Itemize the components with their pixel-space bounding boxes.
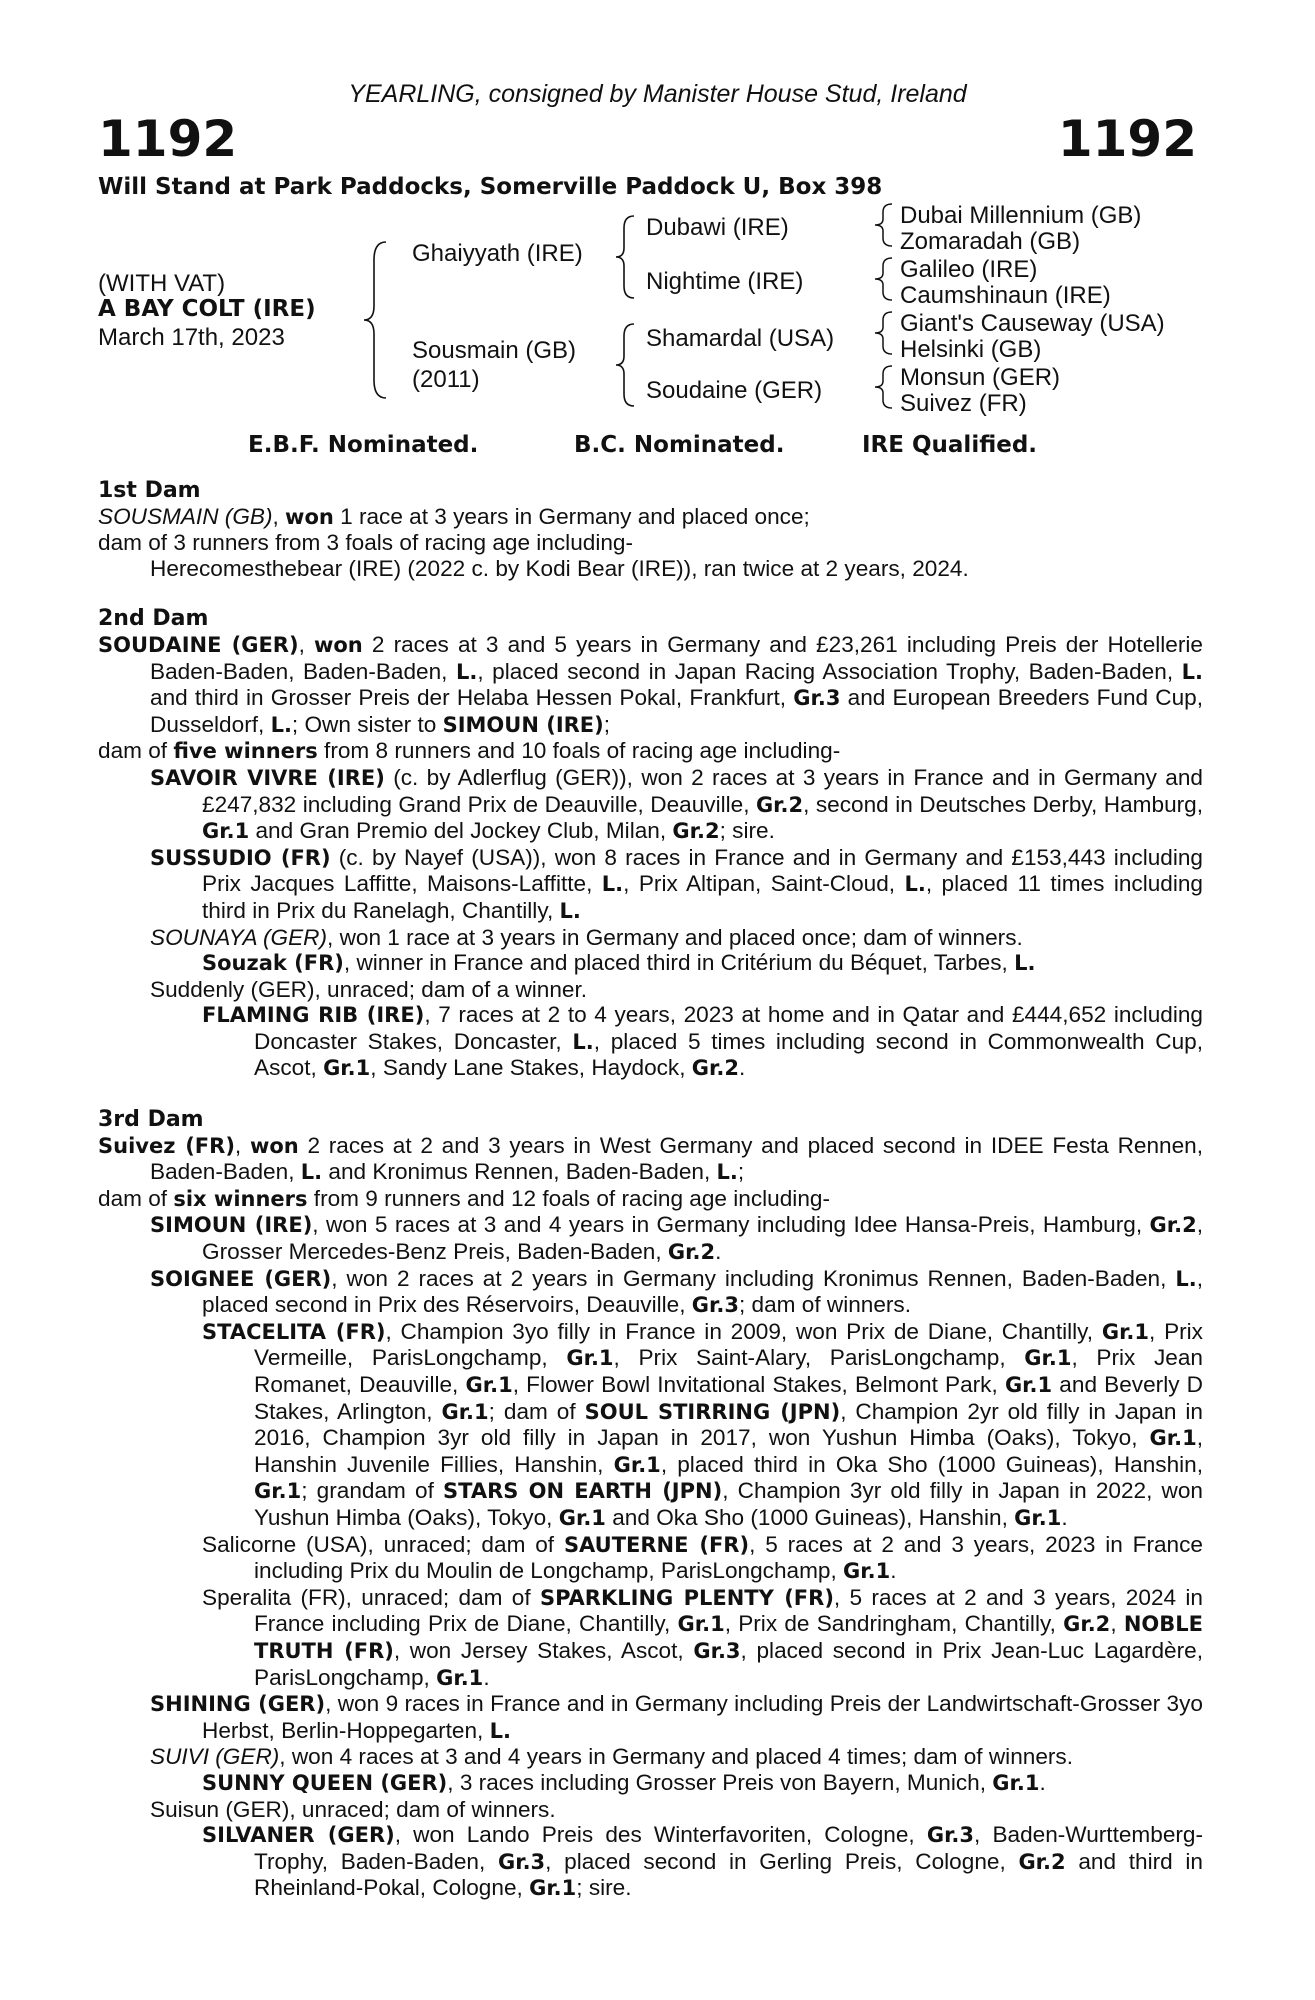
- grandfoal-silvaner: SILVANER (GER), won Lando Preis des Winterfavoriten, Cologne, Gr.3, Baden-Wurttemberg-Trophy, Baden-Baden, Gr.3, placed second in Gerling Preis, Cologne, Gr.2 and third in Rheinland-Pokal, Cologne, Gr.1; sire.: [202, 1822, 1203, 1901]
- stand-location: Will Stand at Park Paddocks, Somerville Paddock U, Box 398: [98, 174, 883, 200]
- third-dam-produce: dam of six winners from 9 runners and 12 foals of racing age including-: [98, 1185, 830, 1211]
- first-dam-foal: Herecomesthebear (IRE) (2022 c. by Kodi Bear (IRE)), ran twice at 2 years, 2024.: [150, 555, 969, 581]
- brace-sd: [872, 256, 896, 302]
- race-record: [98, 478, 1203, 1902]
- foal-sussudio: SUSSUDIO (FR) (c. by Nayef (USA)), won 8 races in France and in Germany and £153,443 including Prix Jacques Laffitte, Maisons-Laffitte, L., Prix Altipan, Saint-Cloud, L., placed 11 times including third in Prix du Ranelagh, Chantilly, L.: [150, 844, 1203, 923]
- foal-savoir-vivre: SAVOIR VIVRE (IRE) (c. by Adlerflug (GER)), won 2 races at 3 years in France and in Germany and £247,832 including Grand Prix de Deauville, Deauville, Gr.2, second in Deutsches Derby, Hamburg, Gr.1 and Gran Premio del Jockey Club, Milan, Gr.2; sire.: [150, 764, 1203, 844]
- sire-dam: Nightime (IRE): [646, 268, 804, 295]
- sire-dam-sire: Galileo (IRE): [900, 256, 1038, 283]
- dam-sire: Shamardal (USA): [646, 325, 835, 352]
- horse-name: A BAY COLT (IRE): [98, 296, 316, 322]
- grandfoal-souzak: Souzak (FR), winner in France and placed third in Critérium du Béquet, Tarbes, L.: [202, 950, 1036, 976]
- sire-sire: Dubawi (IRE): [646, 214, 789, 241]
- grandfoal-stacelita: STACELITA (FR), Champion 3yo filly in France in 2009, won Prix de Diane, Chantilly, Gr.1, Prix Vermeille, ParisLongchamp, Gr.1, Prix Saint-Alary, ParisLongchamp, Gr.1, Prix Jean Romanet, Deauville, Gr.1, Flower Bowl Invitational Stakes, Belmont Park, Gr.1 and Beverly D Stakes, Arlington, Gr.1; dam of SOUL STIRRING (JPN), Champion 2yr old filly in Japan in 2016, Champion 3yr old filly in Japan in 2017, won Yushun Himba (Oaks), Tokyo, Gr.1, Hanshin Juvenile Fillies, Hanshin, Gr.1, placed third in Oka Sho (1000 Guineas), Hanshin, Gr.1; grandam of STARS ON EARTH (JPN), Champion 3yr old filly in Japan in 2022, won Yushun Himba (Oaks), Tokyo, Gr.1 and Oka Sho (1000 Guineas), Hanshin, Gr.1.: [202, 1318, 1204, 1530]
- brace-ss: [872, 202, 896, 248]
- first-dam-record: SOUSMAIN (GB), won 1 race at 3 years in Germany and placed once;: [98, 503, 810, 529]
- dam-dam: Soudaine (GER): [646, 377, 823, 404]
- foal-simoun: SIMOUN (IRE), won 5 races at 3 and 4 years in Germany including Idee Hansa-Preis, Hamburg, Gr.2, Grosser Mercedes-Benz Preis, Baden-Baden, Gr.2.: [150, 1212, 1203, 1265]
- grandfoal-salicorne: Salicorne (USA), unraced; dam of SAUTERNE (FR), 5 races at 2 and 3 years, 2023 in France including Prix du Moulin de Longchamp, ParisLongchamp, Gr.1.: [202, 1531, 1203, 1584]
- foal-soignee: SOIGNEE (GER), won 2 races at 2 years in Germany including Kronimus Rennen, Baden-Baden, L., placed second in Prix des Réservoirs, Deauville, Gr.3; dam of winners.: [150, 1265, 1203, 1318]
- foal-suivi: SUIVI (GER), won 4 races at 3 and 4 years in Germany and placed 4 times; dam of winners.: [150, 1744, 1073, 1770]
- dam-sire-dam: Helsinki (GB): [900, 336, 1042, 363]
- brace-sire: [612, 214, 638, 300]
- brace-horse: [360, 240, 390, 400]
- vat-label: (WITH VAT): [98, 270, 226, 297]
- foal-suisun: Suisun (GER), unraced; dam of winners.: [150, 1796, 556, 1822]
- foal-shining: SHINING (GER), won 9 races in France and in Germany including Preis der Landwirtschaft-Grosser 3yo Herbst, Berlin-Hoppegarten, L.: [150, 1691, 1203, 1743]
- second-dam-produce: dam of five winners from 8 runners and 10 foals of racing age including-: [98, 738, 841, 764]
- dam-dam-dam: Suivez (FR): [900, 390, 1027, 417]
- consignment-line: YEARLING, consigned by Manister House Stud, Ireland: [348, 80, 967, 108]
- brace-ds: [872, 310, 896, 356]
- grandfoal-flaming-rib: FLAMING RIB (IRE), 7 races at 2 to 4 years, 2023 at home and in Qatar and £444,652 including Doncaster Stakes, Doncaster, L., placed 5 times including second in Commonwealth Cup, Ascot, Gr.1, Sandy Lane Stakes, Haydock, Gr.2.: [202, 1002, 1204, 1081]
- grandfoal-speralita: Speralita (FR), unraced; dam of SPARKLING PLENTY (FR), 5 races at 2 and 3 years, 2024 in France including Prix de Diane, Chantilly, Gr.1, Prix de Sandringham, Chantilly, Gr.2, NOBLE TRUTH (FR), won Jersey Stakes, Ascot, Gr.3, placed second in Prix Jean-Luc Lagardère, ParisLongchamp, Gr.1.: [202, 1584, 1203, 1690]
- dam-dam-sire: Monsun (GER): [900, 364, 1061, 391]
- bc-nominated: B.C. Nominated.: [574, 432, 785, 458]
- dam: Sousmain (GB): [412, 337, 577, 364]
- dam-year: (2011): [412, 366, 480, 393]
- first-dam-heading: 1st Dam: [98, 478, 201, 503]
- first-dam-produce: dam of 3 runners from 3 foals of racing age including-: [98, 530, 634, 556]
- foaling-date: March 17th, 2023: [98, 324, 285, 351]
- sire-sire-dam: Zomaradah (GB): [900, 228, 1081, 255]
- ire-qualified: IRE Qualified.: [862, 432, 1038, 458]
- ebf-nominated: E.B.F. Nominated.: [248, 432, 479, 458]
- brace-dam: [612, 322, 638, 408]
- second-dam-heading: 2nd Dam: [98, 606, 209, 632]
- sire: Ghaiyyath (IRE): [412, 240, 583, 267]
- foal-sounaya: SOUNAYA (GER), won 1 race at 3 years in Germany and placed once; dam of winners.: [150, 924, 1023, 950]
- brace-dd: [872, 364, 896, 410]
- lot-number-left: 1192: [98, 110, 238, 168]
- third-dam-heading: 3rd Dam: [98, 1107, 204, 1133]
- grandfoal-sunny-queen: SUNNY QUEEN (GER), 3 races including Grosser Preis von Bayern, Munich, Gr.1.: [202, 1769, 1046, 1795]
- foal-suddenly: Suddenly (GER), unraced; dam of a winner.: [150, 976, 588, 1002]
- dam-sire-sire: Giant's Causeway (USA): [900, 310, 1165, 337]
- sire-dam-dam: Caumshinaun (IRE): [900, 282, 1111, 309]
- sire-sire-sire: Dubai Millennium (GB): [900, 202, 1142, 229]
- third-dam-record: Suivez (FR), won 2 races at 2 and 3 years in West Germany and placed second in IDEE Festa Rennen, Baden-Baden, L. and Kronimus Rennen, Baden-Baden, L.;: [98, 1132, 1203, 1185]
- second-dam-record: SOUDAINE (GER), won 2 races at 3 and 5 years in Germany and £23,261 including Preis der Hotellerie Baden-Baden, Baden-Baden, L., placed second in Japan Racing Association Trophy, Baden-Baden, L. and third in Grosser Preis der Helaba Hessen Pokal, Frankfurt, Gr.3 and European Breeders Fund Cup, Dusseldorf, L.; Own sister to SIMOUN (IRE);: [98, 631, 1203, 737]
- lot-number-right: 1192: [1057, 110, 1197, 168]
